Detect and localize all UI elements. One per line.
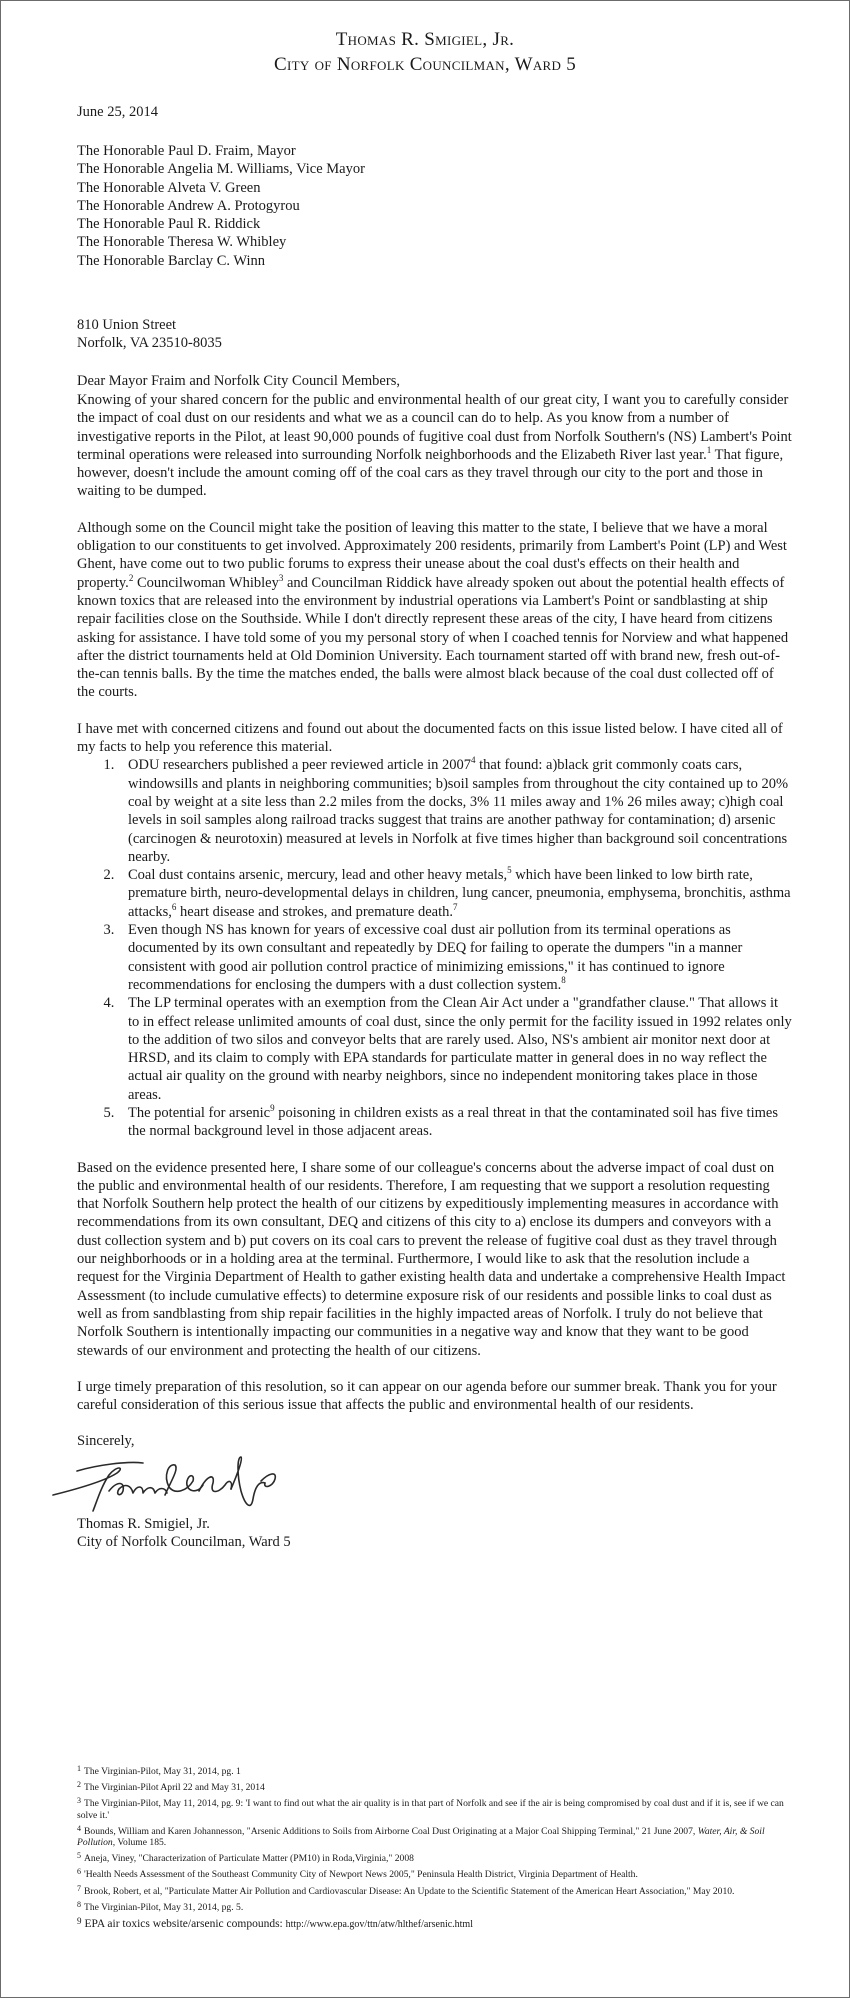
footnote-number: 2	[77, 1780, 81, 1790]
addressee: The Honorable Paul R. Riddick	[77, 216, 261, 233]
footnote-text: 'Health Needs Assessment of the Southeast Community City of Newport News 2005," Peninsula Health District, Virginia Department of Health.	[84, 1869, 638, 1881]
footnote-ref: 3	[278, 572, 284, 583]
footnote	[77, 1850, 797, 1864]
fact-item	[118, 756, 792, 866]
footnote-ref: 7	[453, 901, 458, 912]
footnote	[77, 1866, 797, 1880]
footnote-text: EPA air toxics website/arsenic compounds:	[84, 1918, 286, 1931]
paragraph-text: Although some on the Council might take the position of leaving this matter to the state, I believe that we have a moral obligation to our constituents to get involved. Approximately 200 residents, primarily from Lambert's Point (LP) and West Ghent, have come out to two public forums to express their unease about the coal dust's effects on their health and property.	[77, 519, 787, 591]
fact-item	[118, 994, 792, 1104]
footnote	[77, 1915, 797, 1931]
footnote-ref: 4	[471, 755, 476, 766]
footnote	[77, 1763, 797, 1777]
footnote-ref: 8	[561, 975, 566, 986]
paragraph-resolution-request: Based on the evidence presented here, I share some of our colleague's concerns about the adverse impact of coal dust on the public and environmental health of our residents. Therefore, I am requesting that we support a resolution requesting that Norfolk Southern help protect the health of our citizens by expeditiously implementing measures in accordance with recommendations from its own consultant, DEQ and citizens of this city to a) enclose its dumpers and conveyors with a dust collection system and b) put covers on its coal cars to prevent the release of fugitive coal dust as they travel through our neighborhoods or in a holding area at the terminal. Furthermore, I would like to ask that the resolution include a request for the Virginia Department of Health to gather existing health data and undertake a comprehensive Health Impact Assessment (to include cumulative effects) to determine exposure risk of our residents and possible links to coal dust as well as from sandblasting from ship repair facilities in the highly impacted areas of Norfolk. I truly do not believe that Norfolk Southern is intentionally impacting our communities in a negative way and know that they want to be good stewards of our environment and protecting the health of our citizens.	[77, 1159, 786, 1359]
addressee: The Honorable Angelia M. Williams, Vice Mayor	[77, 161, 365, 178]
footnote	[77, 1779, 797, 1793]
addressee: The Honorable Barclay C. Winn	[77, 252, 265, 269]
handwritten-signature	[47, 1451, 792, 1515]
footnote	[77, 1795, 797, 1820]
address-line: 810 Union Street	[77, 317, 177, 333]
footnote	[77, 1823, 797, 1848]
footnote-number: 7	[77, 1883, 81, 1893]
footnote	[77, 1899, 797, 1913]
paragraph-urge: I urge timely preparation of this resolution, so it can appear on our agenda before our summer break. Thank you for your careful consideration of this serious issue that affects the public and environmental health of our residents.	[77, 1378, 777, 1414]
addressee: The Honorable Alveta V. Green	[77, 179, 261, 196]
fact-text: which have been linked to low birth rate, premature birth, neuro-developmental delays in children, lung cancer, pneumonia, emphysema, bronchitis, asthma attacks,	[128, 867, 791, 920]
footnote	[77, 1883, 797, 1897]
footnote-text: Bounds, William and Karen Johannesson, "Arsenic Additions to Soils from Airborne Coal Dust Originating at a Major Coal Shipping Terminal," 21 June 2007,	[84, 1825, 698, 1837]
letter-date: June 25, 2014	[77, 104, 158, 120]
footnote-journal: Water, Air, & Soil Pollution,	[77, 1825, 765, 1849]
closing: Sincerely,	[77, 1433, 135, 1450]
paragraph-intro	[77, 391, 792, 501]
fact-text: poisoning in children exists as a real threat in that the contaminated soil has five times the normal background level in those adjacent areas.	[128, 1104, 778, 1140]
letterhead-name: Thomas R. Smigiel, Jr.	[335, 29, 515, 50]
fact-text: heart disease and strokes, and premature death.	[176, 903, 453, 920]
signer-title: City of Norfolk Councilman, Ward 5	[77, 1534, 291, 1551]
footnotes	[77, 1763, 797, 1933]
footnote-ref: 6	[171, 901, 177, 912]
fact-text: ODU researchers published a peer reviewed article in 2007	[128, 757, 472, 774]
footnote-ref: 9	[270, 1103, 275, 1114]
fact-text: Coal dust contains arsenic, mercury, lead and other heavy metals,	[128, 867, 508, 884]
footnote-number: 8	[77, 1899, 81, 1909]
fact-item	[118, 866, 792, 921]
letterhead-office: City of Norfolk Councilman, Ward 5	[273, 54, 577, 75]
addressee-list	[77, 142, 792, 270]
mailing-address	[77, 316, 792, 353]
footnote-text: The Virginian-Pilot, May 31, 2014, pg. 1	[84, 1766, 241, 1777]
fact-text: Even though NS has known for years of excessive coal dust air pollution from its terminal operations as documented by its own consultant and repeatedly by DEQ for failing to operate the dumpers "in a manner consistent with good air pollution control practice of minimizing emissions," it has continued to ignore recommendations for enclosing the dumpers with a dust collection system.	[128, 922, 743, 993]
footnote-ref: 5	[507, 865, 512, 876]
facts-list	[77, 756, 792, 1140]
paragraph-facts-intro: I have met with concerned citizens and found out about the documented facts on this issue listed below. I have cited all of my facts to help you reference this material.	[77, 720, 783, 756]
footnote-text: Brook, Robert, et al, "Particulate Matter Air Pollution and Cardiovascular Disease: An Update to the Scientific Statement of the American Heart Association," May 2010.	[84, 1885, 735, 1897]
footnote-ref: 2	[128, 572, 134, 583]
footnote-number: 3	[77, 1796, 81, 1806]
paragraph-text: Knowing of your shared concern for the public and environmental health of our great city, I want you to carefully consider the impact of coal dust on our residents and what we as a council can do to help. As you know from a number of investigative reports in the Pilot, at least 90,000 pounds of fugitive coal dust from Norfolk Southern's (NS) Lambert's Point terminal operations were released into surrounding Norfolk neighborhoods and the Elizabeth River last year.	[77, 392, 792, 463]
footnote-text: The Virginian-Pilot April 22 and May 31, 2014	[84, 1782, 265, 1794]
signature-block	[77, 1515, 792, 1552]
signer-name: Thomas R. Smigiel, Jr.	[77, 1515, 210, 1532]
letterhead	[1, 27, 849, 77]
fact-text: The LP terminal operates with an exemption from the Clean Air Act under a "grandfather clause." That allows it to in effect release unlimited amounts of coal dust, since the only permit for the facility issued in 1992 relates only to the addition of two silos and conveyor belts that are rarely used. Also, NS's ambient air monitor next door at HRSD, and its claim to comply with EPA standards for particulate matter in general does in no way reflect the actual air quality on the ground with nearby neighbors, since no independent monitoring takes place in those areas.	[128, 995, 792, 1103]
paragraph-text: and Councilman Riddick have already spoken out about the potential health effects of known toxics that are released into the environment by industrial operations via Lambert's Point or sandblasting at ship repair facilities close on the Southside. While I don't directly represent these areas of the city, I have heard from citizens asking for assistance. I have told some of you my personal story of when I coached tennis for Norview and what happened after the district tournaments held at Old Dominion University. Each tournament started off with brand new, fresh out-of-the-can tennis balls. By the time the matches ended, the balls were almost black because of the coal dust collected off of the courts.	[77, 574, 789, 701]
footnote-number: 4	[77, 1823, 81, 1833]
address-line: Norfolk, VA 23510-8035	[77, 335, 222, 352]
footnote-number: 6	[77, 1867, 81, 1877]
paragraph-text: That figure, however, doesn't include the amount coming off of the coal cars as they travel through our city to the port and those in waiting to be dumped.	[77, 446, 784, 500]
footnote-url: http://www.epa.gov/ttn/atw/hlthef/arsenic.html	[285, 1919, 473, 1931]
footnote-text: Volume 185.	[115, 1837, 167, 1849]
paragraph-text: Councilwoman Whibley	[133, 574, 279, 591]
addressee: The Honorable Theresa W. Whibley	[77, 234, 287, 251]
footnote-number: 9	[77, 1916, 82, 1927]
letter-body	[77, 391, 792, 1551]
paragraph-moral-obligation	[77, 519, 792, 702]
fact-text: that found: a)black grit commonly coats cars, windowsills and plants in neighboring communities; b)soil samples from throughout the city contained up to 20% coal by weight at a site less than 2.2 miles from the docks, 3% 11 miles away and 1% 26 miles away; c)high coal levels in soil samples along railroad tracks suggest that trains are another pathway for contamination; d) arsenic (carcinogen & neurotoxin) measured at levels in Norfolk at five times higher than background soil concentrations nearby.	[128, 757, 789, 865]
addressee: The Honorable Andrew A. Protogyrou	[77, 197, 300, 214]
addressee: The Honorable Paul D. Fraim, Mayor	[77, 143, 296, 159]
fact-item	[118, 1104, 792, 1141]
footnote-text: Aneja, Viney, "Characterization of Particulate Matter (PM10) in Roda,Virginia," 2008	[84, 1853, 414, 1865]
signature-image	[47, 1451, 307, 1517]
salutation: Dear Mayor Fraim and Norfolk City Council Members,	[77, 373, 400, 389]
footnote-ref: 1	[706, 445, 712, 456]
footnote-number: 1	[77, 1764, 81, 1773]
footnote-text: The Virginian-Pilot, May 31, 2014, pg. 5.	[84, 1901, 244, 1913]
footnote-text: The Virginian-Pilot, May 11, 2014, pg. 9: 'I want to find out what the air quality is in that part of Norfolk and see if the air is being compromised by coal dust and if it is, see if we can solve it.'	[77, 1798, 784, 1821]
fact-text: The potential for arsenic	[128, 1104, 271, 1121]
fact-item	[118, 921, 792, 994]
footnote-number: 5	[77, 1851, 81, 1861]
